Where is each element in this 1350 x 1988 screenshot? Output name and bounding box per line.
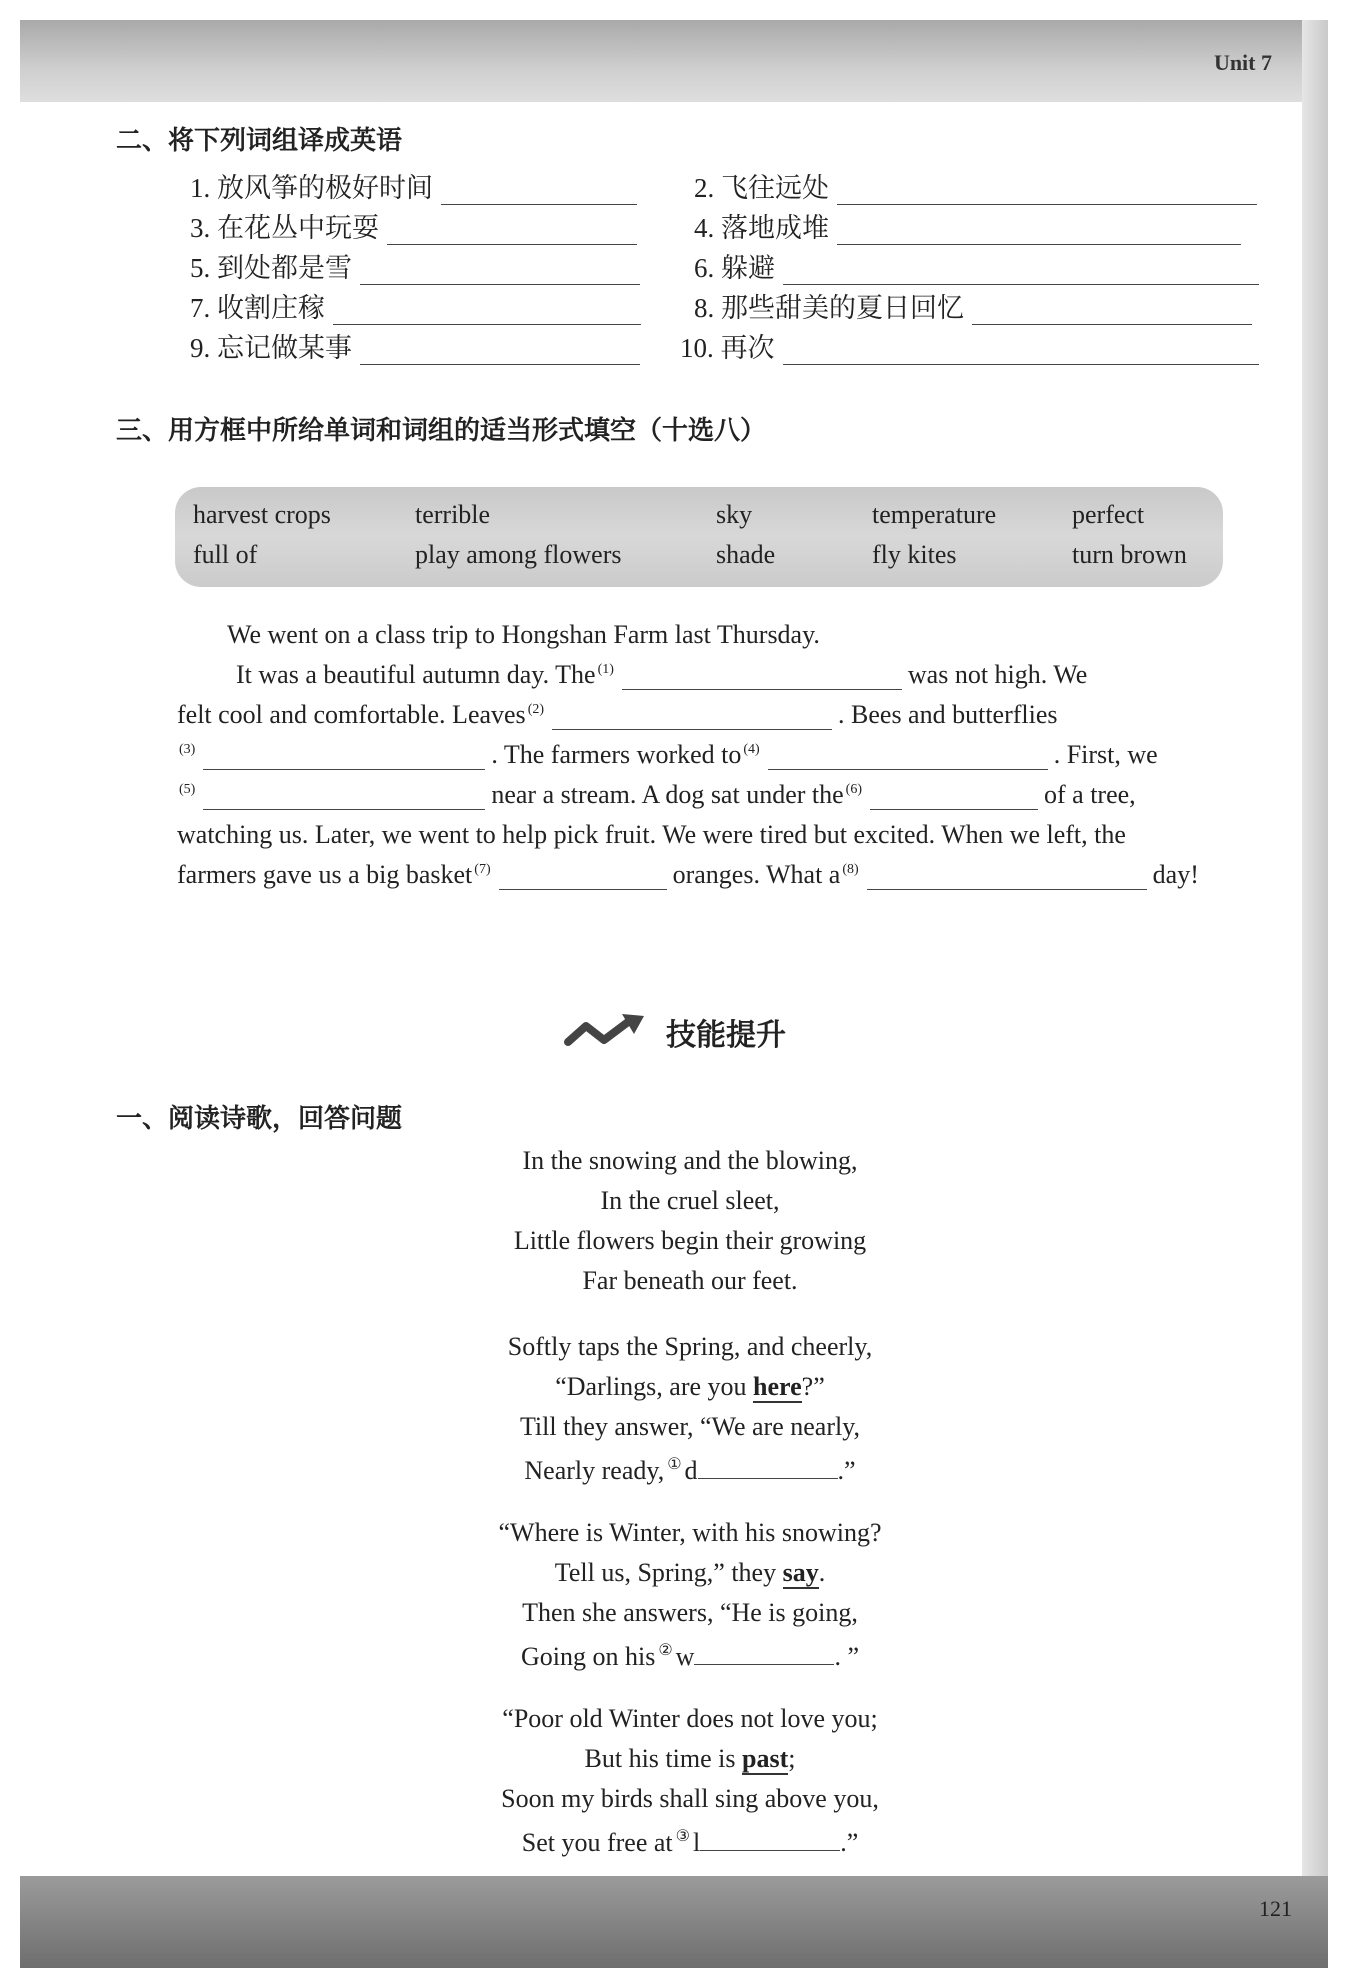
passage-line: (3) . The farmers worked to (4) . First, we (179, 740, 1158, 769)
word-option: sky (716, 500, 753, 529)
poem-line: Then she answers, “He is going, (522, 1598, 858, 1627)
blank-3[interactable] (203, 741, 485, 770)
poem-blank-2[interactable] (694, 1638, 834, 1665)
word-option: turn brown (1072, 540, 1187, 569)
reading-title: 一、阅读诗歌，回答问题 (116, 1104, 403, 1134)
passage-line: watching us. Later, we went to help pick fruit. We were tired but excited. When we left, the (177, 820, 1126, 849)
poem-line: Soon my birds shall sing above you, (501, 1784, 879, 1813)
passage-line: It was a beautiful autumn day. The (1) was not high. We (236, 660, 1088, 689)
poem-line: Set you free at ③ l .” (0, 1824, 1350, 1858)
blank-8[interactable] (867, 861, 1147, 890)
poem-line: But his time is past; (584, 1744, 796, 1773)
skills-heading: 技能提升 (0, 1010, 1350, 1054)
word-option: terrible (415, 500, 491, 529)
word-option: shade (716, 540, 776, 569)
footer-band (20, 1876, 1328, 1968)
translation-item-9: 9. 忘记做某事 (190, 326, 640, 365)
blank-2[interactable] (552, 701, 832, 730)
answer-blank[interactable] (837, 174, 1257, 205)
word-option: full of (193, 540, 258, 569)
poem-line: “Where is Winter, with his snowing? (498, 1518, 882, 1547)
word-option: fly kites (872, 540, 957, 569)
translation-item-3: 3. 在花丛中玩耍 (190, 206, 637, 245)
word-option: play among flowers (415, 540, 622, 569)
translation-item-4: 4. 落地成堆 (694, 206, 1241, 245)
section-2-title: 二、将下列词组译成英语 (116, 126, 403, 156)
header-band (20, 20, 1328, 102)
poem-line: Tell us, Spring,” they say. (554, 1558, 826, 1587)
answer-blank[interactable] (360, 254, 640, 285)
answer-blank[interactable] (441, 174, 637, 205)
translation-item-2: 2. 飞往远处 (694, 166, 1257, 205)
poem-line: “Poor old Winter does not love you; (502, 1704, 878, 1733)
poem-line: Nearly ready, ① d .” (0, 1452, 1350, 1486)
translation-item-10: 10. 再次 (680, 326, 1259, 365)
blank-5[interactable] (203, 781, 485, 810)
word-option: perfect (1072, 500, 1145, 529)
answer-blank[interactable] (837, 214, 1241, 245)
word-option: harvest crops (193, 500, 331, 529)
poem-line: In the snowing and the blowing, (522, 1146, 858, 1175)
poem-blank-1[interactable] (698, 1452, 838, 1479)
poem-line: Little flowers begin their growing (513, 1226, 867, 1255)
word-box (175, 487, 1223, 587)
blank-1[interactable] (622, 661, 902, 690)
blank-6[interactable] (870, 781, 1038, 810)
answer-blank[interactable] (333, 294, 641, 325)
passage-line: felt cool and comfortable. Leaves (2) . Bees and butterflies (177, 700, 1058, 729)
translation-item-8: 8. 那些甜美的夏日回忆 (694, 286, 1252, 325)
word-option: temperature (872, 500, 997, 529)
unit-label: Unit 7 (1213, 50, 1272, 75)
poem-line: Till they answer, “We are nearly, (519, 1412, 861, 1441)
translation-item-7: 7. 收割庄稼 (190, 286, 641, 325)
answer-blank[interactable] (972, 294, 1252, 325)
poem-line: Going on his ② w . ” (0, 1638, 1350, 1672)
translation-item-6: 6. 躲避 (694, 246, 1259, 285)
blank-4[interactable] (768, 741, 1048, 770)
poem-line: “Darlings, are you here?” (555, 1372, 825, 1401)
poem-line: Far beneath our feet. (582, 1266, 798, 1295)
blank-7[interactable] (499, 861, 667, 890)
translation-item-5: 5. 到处都是雪 (190, 246, 640, 285)
page-edge-shadow (1302, 20, 1328, 1968)
answer-blank[interactable] (783, 334, 1259, 365)
answer-blank[interactable] (360, 334, 640, 365)
answer-blank[interactable] (387, 214, 637, 245)
passage-line: We went on a class trip to Hongshan Farm last Thursday. (227, 620, 820, 649)
zigzag-arrow-icon (564, 1012, 650, 1052)
passage-line: farmers gave us a big basket (7) oranges. What a (8) day! (177, 860, 1199, 889)
poem-blank-3[interactable] (700, 1824, 840, 1851)
answer-blank[interactable] (783, 254, 1259, 285)
translation-item-1: 1. 放风筝的极好时间 (190, 166, 637, 205)
section-3-title: 三、用方框中所给单词和词组的适当形式填空（十选八） (116, 416, 767, 446)
poem-line: Softly taps the Spring, and cheerly, (507, 1332, 873, 1361)
passage-line: (5) near a stream. A dog sat under the (6) of a tree, (179, 780, 1136, 809)
poem-line: In the cruel sleet, (600, 1186, 780, 1215)
page-number: 121 (1259, 1896, 1292, 1921)
